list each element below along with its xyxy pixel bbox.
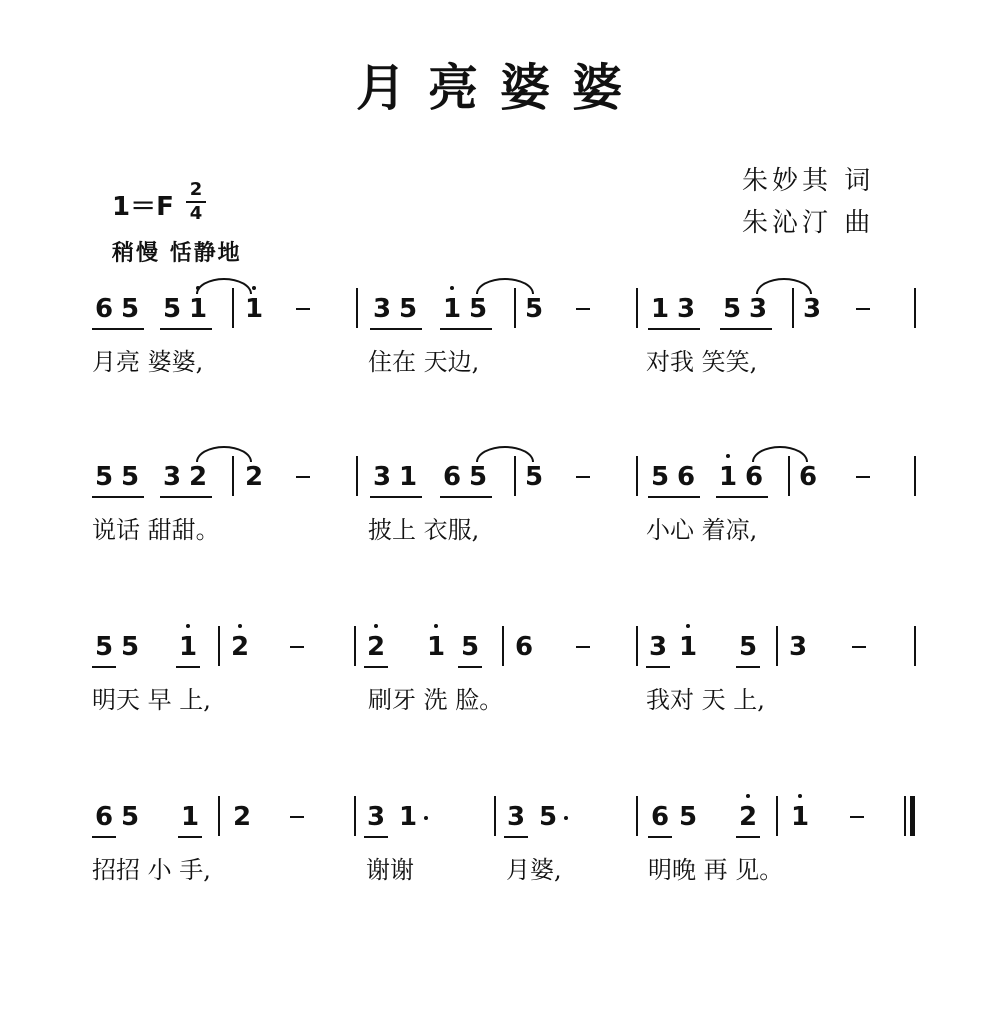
hold-dash bbox=[576, 646, 590, 648]
eighth-underline bbox=[364, 666, 388, 668]
note: 5 bbox=[524, 462, 544, 492]
high-octave-dot bbox=[374, 624, 378, 628]
eighth-underline bbox=[92, 328, 144, 330]
note: 5 bbox=[398, 294, 418, 324]
note: 5 bbox=[120, 294, 140, 324]
high-octave-dot bbox=[238, 624, 242, 628]
note: 6 bbox=[744, 462, 764, 492]
high-octave-dot bbox=[450, 286, 454, 290]
tempo-marking: 稍慢 恬静地 bbox=[112, 241, 242, 266]
note: 1 bbox=[650, 294, 670, 324]
barline bbox=[356, 288, 358, 328]
note: 6 bbox=[514, 632, 534, 662]
barline bbox=[232, 456, 234, 496]
note: 3 bbox=[506, 802, 526, 832]
note: 6 bbox=[442, 462, 462, 492]
eighth-underline bbox=[648, 496, 700, 498]
note: 5 bbox=[678, 802, 698, 832]
note: 1 bbox=[242, 292, 266, 326]
eighth-underline bbox=[720, 328, 772, 330]
lyric-line-4-phrase-3: 月婆, bbox=[506, 856, 562, 884]
hold-dash bbox=[856, 308, 870, 310]
eighth-underline bbox=[364, 836, 388, 838]
note: 5 bbox=[468, 462, 488, 492]
lyric-line-1-phrase-1: 月亮 婆婆, bbox=[92, 348, 204, 376]
note: 6 bbox=[94, 802, 114, 832]
note: 2 bbox=[228, 630, 252, 664]
eighth-underline bbox=[458, 666, 482, 668]
eighth-underline bbox=[440, 496, 492, 498]
note: 6 bbox=[94, 294, 114, 324]
note: 3 bbox=[648, 632, 668, 662]
lyric-line-3-phrase-1: 明天 早 上, bbox=[92, 686, 211, 714]
barline bbox=[354, 626, 356, 666]
high-octave-dot bbox=[726, 454, 730, 458]
barline bbox=[494, 796, 496, 836]
high-octave-dot bbox=[798, 794, 802, 798]
lyricist-credit: 朱妙其 词 bbox=[742, 166, 875, 196]
note: 1 bbox=[788, 800, 812, 834]
eighth-underline bbox=[736, 836, 760, 838]
barline bbox=[636, 288, 638, 328]
barline bbox=[514, 288, 516, 328]
lyric-line-2-phrase-3: 小心 着凉, bbox=[646, 516, 758, 544]
hold-dash bbox=[852, 646, 866, 648]
final-barline-thin bbox=[904, 796, 906, 836]
note: 1 bbox=[398, 462, 418, 492]
note: 1 bbox=[180, 802, 200, 832]
lyric-line-4-phrase-1: 招招 小 手, bbox=[92, 856, 211, 884]
barline bbox=[792, 288, 794, 328]
barline bbox=[514, 456, 516, 496]
note: 3 bbox=[366, 802, 386, 832]
note: 5 bbox=[460, 632, 480, 662]
hold-dash bbox=[850, 816, 864, 818]
note: 5 bbox=[120, 802, 140, 832]
note: 1 bbox=[676, 630, 700, 664]
note: 3 bbox=[372, 462, 392, 492]
note: 3 bbox=[748, 294, 768, 324]
note: 3 bbox=[788, 632, 808, 662]
note: 3 bbox=[162, 462, 182, 492]
note: 1 bbox=[716, 460, 740, 494]
hold-dash bbox=[296, 308, 310, 310]
barline bbox=[636, 626, 638, 666]
note: 5 bbox=[468, 294, 488, 324]
lyric-line-4-phrase-2: 谢谢 bbox=[366, 856, 414, 884]
barline bbox=[354, 796, 356, 836]
song-title: 月亮婆婆 bbox=[356, 58, 644, 117]
augmentation-dot bbox=[424, 816, 428, 820]
hold-dash bbox=[290, 816, 304, 818]
eighth-underline bbox=[160, 328, 212, 330]
note: 2 bbox=[364, 630, 388, 664]
time-signature bbox=[186, 180, 206, 224]
lyric-line-1-phrase-2: 住在 天边, bbox=[368, 348, 480, 376]
augmentation-dot bbox=[564, 816, 568, 820]
note: 6 bbox=[676, 462, 696, 492]
barline bbox=[788, 456, 790, 496]
barline bbox=[502, 626, 504, 666]
high-octave-dot bbox=[686, 624, 690, 628]
eighth-underline bbox=[716, 496, 768, 498]
note: 1 bbox=[396, 800, 420, 834]
note: 5 bbox=[162, 294, 182, 324]
time-signature-bottom: 4 bbox=[189, 203, 203, 224]
note: 5 bbox=[94, 632, 114, 662]
eighth-underline bbox=[504, 836, 528, 838]
note: 3 bbox=[802, 294, 822, 324]
eighth-underline bbox=[648, 328, 700, 330]
note: 1 bbox=[176, 630, 200, 664]
barline bbox=[914, 288, 916, 328]
hold-dash bbox=[576, 308, 590, 310]
eighth-underline bbox=[370, 328, 422, 330]
eighth-underline bbox=[646, 666, 670, 668]
lyric-line-3-phrase-3: 我对 天 上, bbox=[646, 686, 765, 714]
barline bbox=[914, 626, 916, 666]
note: 6 bbox=[798, 462, 818, 492]
barline bbox=[232, 288, 234, 328]
barline bbox=[218, 626, 220, 666]
note: 5 bbox=[524, 294, 544, 324]
barline bbox=[636, 456, 638, 496]
note: 1 bbox=[186, 292, 210, 326]
eighth-underline bbox=[176, 666, 200, 668]
high-octave-dot bbox=[186, 624, 190, 628]
note: 1 bbox=[440, 292, 464, 326]
note: 5 bbox=[120, 632, 140, 662]
note: 5 bbox=[536, 800, 560, 834]
lyric-line-2-phrase-1: 说话 甜甜。 bbox=[92, 516, 220, 544]
note: 5 bbox=[94, 462, 114, 492]
eighth-underline bbox=[370, 496, 422, 498]
high-octave-dot bbox=[434, 624, 438, 628]
barline bbox=[776, 796, 778, 836]
note: 2 bbox=[188, 462, 208, 492]
lyric-line-4-phrase-4: 明晚 再 见。 bbox=[648, 856, 784, 884]
note: 1 bbox=[424, 630, 448, 664]
final-barline-thick bbox=[910, 796, 915, 836]
note: 2 bbox=[232, 802, 252, 832]
note: 3 bbox=[372, 294, 392, 324]
eighth-underline bbox=[178, 836, 202, 838]
eighth-underline bbox=[440, 328, 492, 330]
note: 5 bbox=[722, 294, 742, 324]
hold-dash bbox=[290, 646, 304, 648]
lyric-line-1-phrase-3: 对我 笑笑, bbox=[646, 348, 758, 376]
high-octave-dot bbox=[746, 794, 750, 798]
barline bbox=[218, 796, 220, 836]
eighth-underline bbox=[648, 836, 672, 838]
note: 5 bbox=[120, 462, 140, 492]
barline bbox=[636, 796, 638, 836]
lyric-line-2-phrase-2: 披上 衣服, bbox=[368, 516, 480, 544]
barline bbox=[356, 456, 358, 496]
eighth-underline bbox=[92, 836, 116, 838]
note: 5 bbox=[738, 632, 758, 662]
note: 6 bbox=[650, 802, 670, 832]
note: 2 bbox=[736, 800, 760, 834]
high-octave-dot bbox=[252, 286, 256, 290]
hold-dash bbox=[296, 476, 310, 478]
lyric-line-3-phrase-2: 刷牙 洗 脸。 bbox=[368, 686, 504, 714]
key-signature: 1＝F bbox=[112, 192, 174, 222]
composer-credit: 朱沁汀 曲 bbox=[742, 208, 875, 238]
hold-dash bbox=[576, 476, 590, 478]
eighth-underline bbox=[736, 666, 760, 668]
eighth-underline bbox=[160, 496, 212, 498]
barline bbox=[914, 456, 916, 496]
note: 3 bbox=[676, 294, 696, 324]
hold-dash bbox=[856, 476, 870, 478]
note: 5 bbox=[650, 462, 670, 492]
note: 2 bbox=[244, 462, 264, 492]
eighth-underline bbox=[92, 666, 116, 668]
eighth-underline bbox=[92, 496, 144, 498]
barline bbox=[776, 626, 778, 666]
time-signature-top: 2 bbox=[189, 179, 203, 200]
